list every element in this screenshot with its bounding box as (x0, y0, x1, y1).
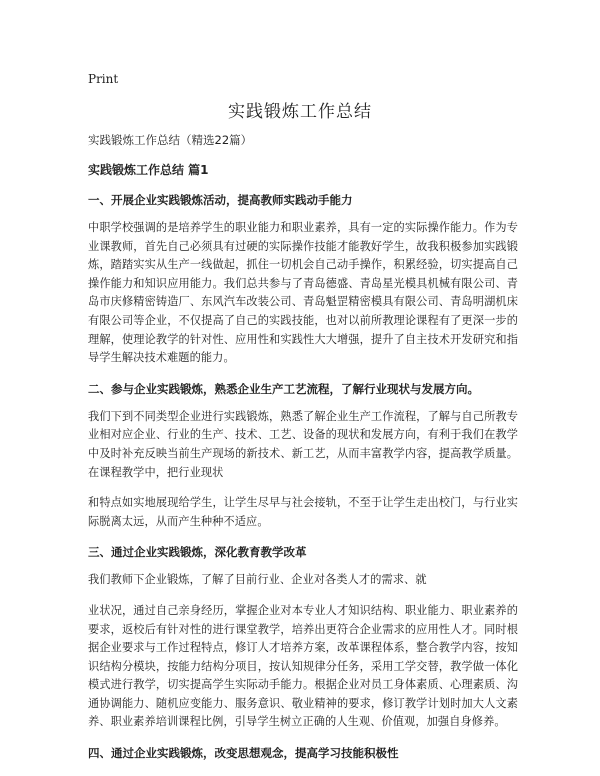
paragraph-1: 中职学校强调的是培养学生的职业能力和职业素养，具有一定的实际操作能力。作为专业课教师，首先自己必须具有过硬的实际操作技能才能教好学生，故我积极参加实践锻炼，踏踏实实从生产一线做起，抓住一切机会自己动手操作，积累经验，切实提高自己操作能力和知识应用能力。我们总共参与了青岛德盛、青岛星光模具机械有限公司、青岛市庆修精密铸造厂、东风汽车改装公司、青岛魁罡精密模具有限公司、青岛明湖机床有限公司等企业，不仅提高了自己的实践技能，也对以前所教理论课程有了更深一步的理解，使理论教学的针对性、应用性和实践性大大增强，提升了自主技术开发研究和指导学生解决技术难题的能力。 (88, 221, 518, 365)
section-title: 实践锻炼工作总结 篇1 (88, 163, 209, 177)
heading-2: 二、参与企业实践锻炼，熟悉企业生产工艺流程，了解行业现状与发展方向。 (88, 381, 479, 396)
heading-1: 一、开展企业实践锻炼活动，提高教师实践动手能力 (88, 193, 353, 207)
heading-3: 三、通过企业实践锻炼，深化教育教学改革 (88, 545, 307, 560)
document-title: 实践锻炼工作总结 (228, 102, 372, 122)
paragraph-2: 我们下到不同类型企业进行实践锻炼，熟悉了解企业生产工作流程，了解与自己所教专业相对应企业、行业的生产、技术、工艺、设备的现状和发展方向，有利于我们在教学中及时补充反映当前生产现场的新技术、新工艺，从而丰富教学内容，提高教学质量。在课程教学中，把行业现状 (88, 409, 518, 479)
paragraph-4: 我们教师下企业锻炼，了解了目前行业、企业对各类人才的需求、就 (88, 573, 427, 587)
document-subtitle: 实践锻炼工作总结（精选22篇） (88, 133, 253, 147)
print-link[interactable]: Print (88, 72, 119, 86)
heading-4: 四、通过企业实践锻炼，改变思想观念，提高学习技能积极性 (88, 746, 399, 761)
document-body (88, 131, 518, 772)
paragraph-5: 业状况，通过自己亲身经历，掌握企业对本专业人才知识结构、职业能力、职业素养的要求，返校后有针对性的进行课堂教学，培养出更符合企业需求的应用性人才。同时根据企业要求与工作过程特点，修订人才培养方案，改革课程体系，整合教学内容，按知识结构分模块，按能力结构分项目，按认知规律分任务，采用工学交替，教学做一体化模式进行教学，切实提高学生实际动手能力。根据企业对员工身体素质、心理素质、沟通协调能力、随机应变能力、服务意识、敬业精神的要求，修订教学计划时加大人文素养、职业素养培训课程比例，引导学生树立正确的人生观、价值观，加强自身修养。 (88, 603, 518, 729)
paragraph-3: 和特点如实地展现给学生，让学生尽早与社会接轨，不至于让学生走出校门，与行业实际脱离太远，从而产生种种不适应。 (88, 496, 518, 528)
